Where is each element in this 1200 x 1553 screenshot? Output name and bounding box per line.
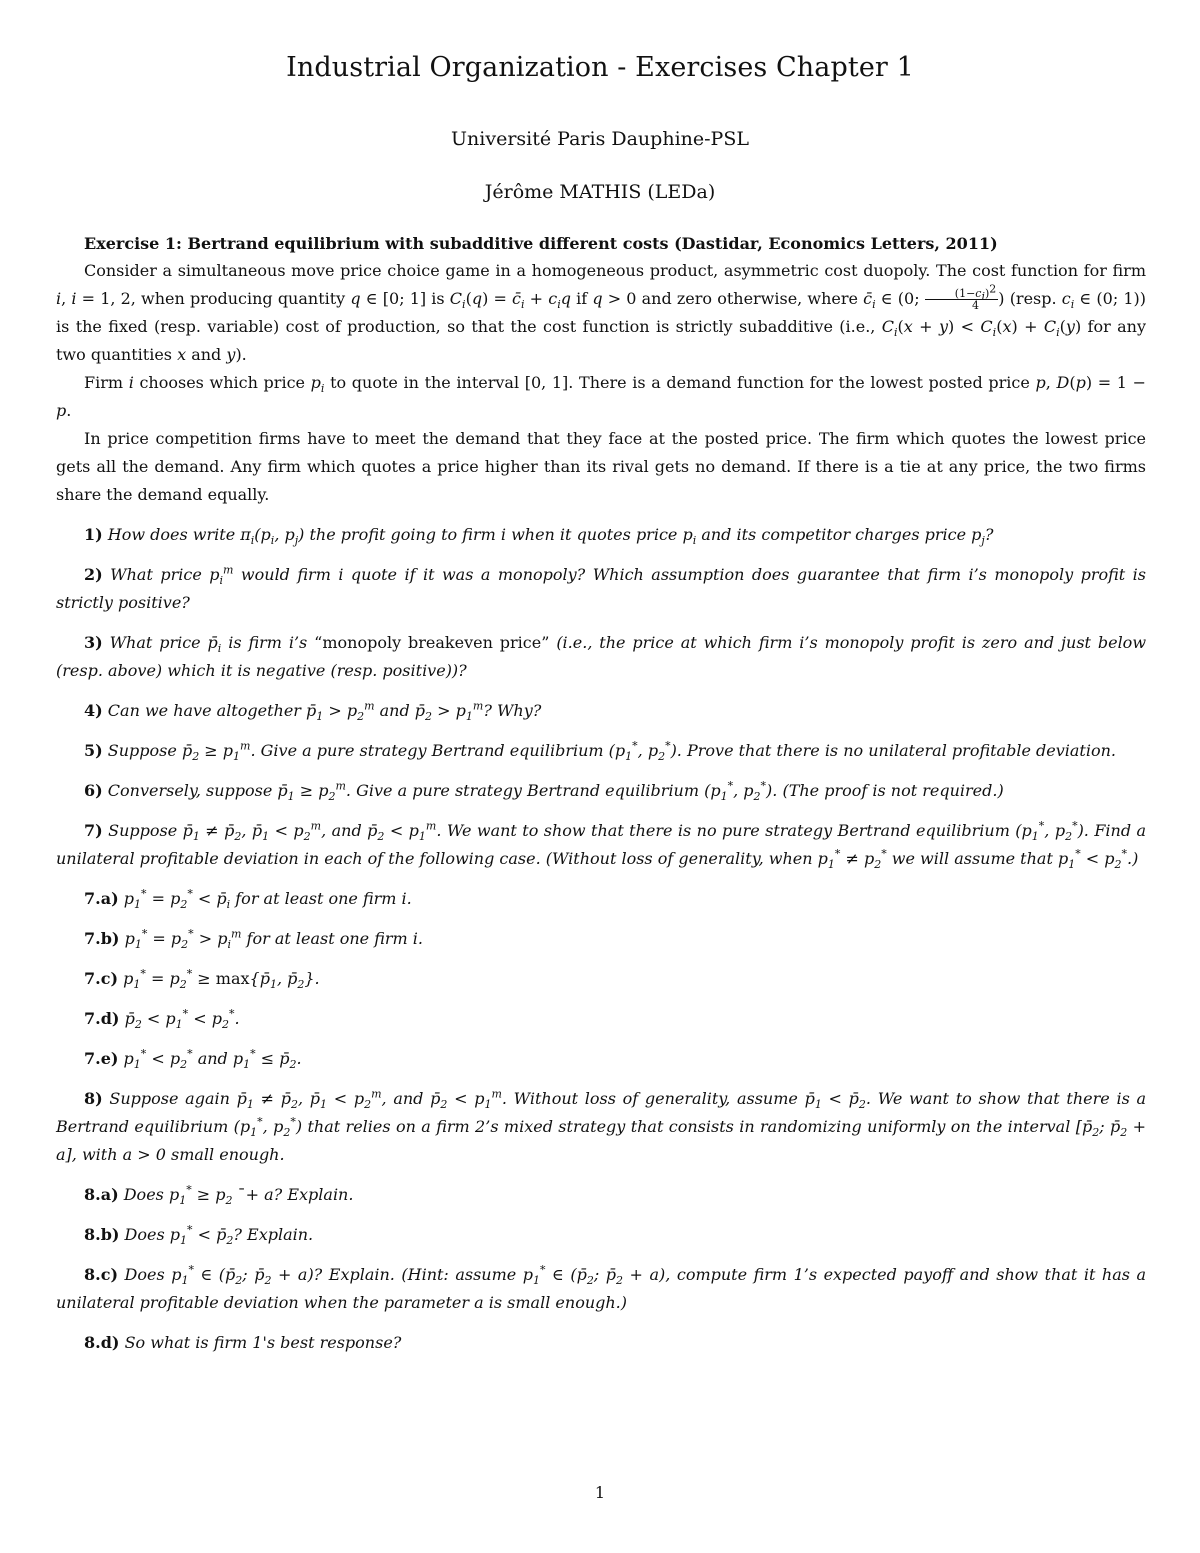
- question-8d: 8.d) So what is firm 1's best response?: [84, 1333, 402, 1352]
- question-8a: 8.a) Does $p_1^* \ge p_2$ ¯+ a? Explain.: [84, 1183, 354, 1208]
- paragraph-competition: In price competition firms have to meet the demand that they face at the posted price. The firm which quotes the lowest price gets all the demand. Any firm which quotes a price higher than its rival gets no demand. If there is a tie at any price, the two firms share the demand equally.: [56, 429, 1146, 504]
- question-8b: 8.b) Does $p_1^*$ < $p̄_2$? Explain.: [84, 1223, 314, 1248]
- question-8c: 8.c) Does $p_1^*$ ∈ ($p̄_2$; $p̄_2 + a$)? Explain. (Hint: assume $p_1^*$ ∈ ($p̄_2$; $p̄_2 + a$), compute firm 1’s expected payoff and show that it has a unilateral profitable deviation when the parameter a is small enough.): [56, 1263, 1147, 1312]
- exercise-body: [56, 230, 1146, 1357]
- question-1: 1) How does write $\pi_i(p_i$, $p_j$) the profit going to firm i when it quotes price $p_i$ and its competitor charges price $p_j$?: [84, 525, 994, 548]
- question-8: 8) Suppose again $p̄_1$ ≠ $p̄_2$, $p̄_1 < p_2^m$, and $p̄_2 < p_1^m$. Without loss of generality, assume $p̄_1$ < $p̄_2$. We want to show that there is a Bertrand equilibrium ($p_1^*$, $p_2^*$) that relies on a firm 2’s mixed strategy that consists in randomizing uniformly on the interval [$p̄_2$; $p̄_2 + a$], with a > 0 small enough.: [56, 1087, 1147, 1164]
- question-4: 4) Can we have altogether $p̄_1 > p_2^m$ and $p̄_2 > p_1^m$? Why?: [84, 699, 542, 724]
- question-7: 7) Suppose $p̄_1$ ≠ $p̄_2$, $p̄_1 < p_2^m$, and $p̄_2 < p_1^m$. We want to show that there is no pure strategy Bertrand equilibrium ($p_1^*$, $p_2^*$). Find a unilateral profitable deviation in each of the following case. (Without loss of generality, when $p_1^* \ne p_2^*$ we will assume that $p_1^* < p_2^*$.): [56, 819, 1147, 872]
- exercise-heading: Exercise 1: Bertrand equilibrium with subadditive different costs (Dastidar, Economics Letters, 2011): [84, 234, 998, 253]
- question-7c: 7.c) $p_1^* = p_2^*$ ≥ $\max\{p̄_1$, $p̄_2$}.: [84, 967, 320, 992]
- institution: Université Paris Dauphine-PSL: [451, 128, 749, 150]
- paragraph-setup: Consider a simultaneous move price choice game in a homogeneous product, asymmetric cost duopoly. The cost function for firm i, i = 1, 2, when producing quantity q ∈ [0; 1] is $C_i(q)$ = $c̄_i + c_iq$ if q > 0 and zero otherwise, where $c̄_i$ ∈ (0; $\frac{(1-c_i)^2}{4}$ ) (resp. $c_i$ ∈ (0; 1)) is the fixed (resp. variable) cost of production, so that the cost function is strictly subadditive (i.e., $C_i(x + y) < C_i(x) + C_i(y)$ for any two quantities x and y).: [56, 261, 1147, 364]
- question-7a: 7.a) $p_1^* = p_2^*$ < $p̄_i$ for at least one firm i.: [84, 887, 412, 912]
- author: Jérôme MATHIS (LEDa): [484, 181, 716, 203]
- document-title: Industrial Organization - Exercises Chapter 1: [286, 52, 914, 83]
- question-2: 2) What price $p_i^m$ would firm i quote if it was a monopoly? Which assumption does guarantee that firm i’s monopoly profit is strictly positive?: [56, 563, 1147, 612]
- page-number: 1: [594, 1483, 606, 1502]
- question-6: 6) Conversely, suppose $p̄_1 \ge p_2^m$. Give a pure strategy Bertrand equilibrium ($p_1^*$, $p_2^*$). (The proof is not required.): [84, 779, 1004, 804]
- question-5: 5) Suppose $p̄_2 \ge p_1^m$. Give a pure strategy Bertrand equilibrium ($p_1^*$, $p_2^*$). Prove that there is no unilateral profitable deviation.: [84, 739, 1116, 764]
- question-7d: 7.d) $p̄_2 < p_1^* < p_2^*$.: [84, 1007, 240, 1032]
- paragraph-demand: Firm i chooses which price $p_i$ to quote in the interval [0, 1]. There is a demand function for the lowest posted price p, D(p) = 1 − p.: [56, 373, 1146, 420]
- question-7b: 7.b) $p_1^* = p_2^* > p_i^m$ for at least one firm i.: [84, 927, 424, 952]
- question-3: 3) What price $p̄_i$ is firm i’s “monopoly breakeven price” (i.e., the price at which firm i’s monopoly profit is zero and just below (resp. above) which it is negative (resp. positive))?: [56, 633, 1147, 680]
- question-7e: 7.e) $p_1^* < p_2^*$ and $p_1^*$ ≤ $p̄_2$.: [84, 1047, 302, 1072]
